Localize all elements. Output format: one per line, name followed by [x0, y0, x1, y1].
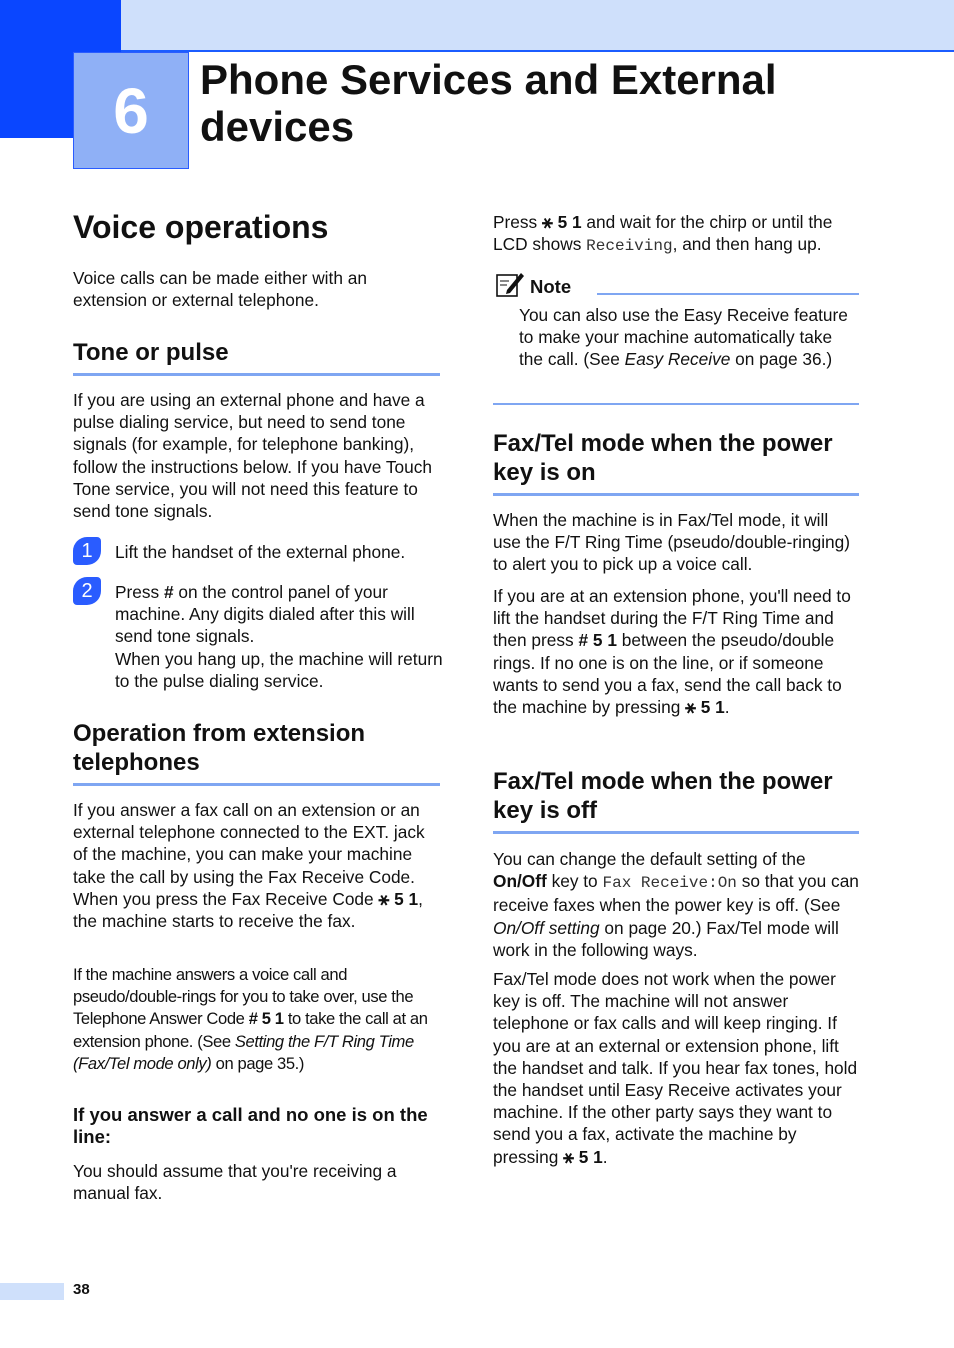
hash-key: #	[163, 582, 174, 602]
extension-text-pre: If you answer a fax call on an extension or an external telephone connected to the EXT. jack of the machine, you can make your machine take the call by using the Fax Receive Code. When you press the Fax Receive Code	[73, 800, 425, 909]
power-off-2-pre: Fax/Tel mode does not work when the power key is off. The machine will not answer telephone or fax calls and will keep ringing. If you are at an external or extension phone, lift the handset and talk. If you hear fax tones, hold the handset until Easy Receive activates your machine. If the other party says they want to send you a fax, activate the machine by pressing	[493, 969, 858, 1167]
fax-receive-code-2: 5 1	[695, 697, 725, 718]
note-divider	[597, 293, 859, 295]
step-2-extra: When you hang up, the machine will return to the pulse dialing service.	[115, 648, 443, 691]
power-off-mid: key to	[546, 871, 603, 892]
voice-operations-heading: Voice operations	[73, 209, 329, 245]
chapter-number: 6	[113, 74, 149, 147]
note-label: Note	[530, 276, 572, 297]
no-one-heading: If you answer a call and no one is on the line:	[73, 1104, 428, 1147]
press-code-text	[493, 211, 859, 257]
telephone-answer-code: # 5 1	[248, 1009, 284, 1029]
answer-mid: to take the call at an extension phone. (See	[73, 1009, 428, 1051]
note-pencil-icon	[495, 270, 525, 298]
note-pre: You can also use the Easy Receive feature to make your machine automatically take the call. (See	[519, 305, 848, 370]
answer-reference: Setting the F/T Ring Time (Fax/Tel mode only)	[73, 1031, 414, 1073]
note-post: on page 36.)	[730, 349, 833, 370]
step-2-number: 2	[73, 577, 101, 605]
power-key-off-heading: Fax/Tel mode when the power key is off	[493, 767, 859, 834]
answer-code: # 5 1	[578, 630, 617, 651]
on-off-setting-reference: On/Off setting	[493, 917, 600, 938]
step-1-number: 1	[73, 537, 101, 565]
answer-pre: If the machine answers a voice call and pseudo/double-rings for you to take over, use the Telephone Answer Code	[73, 965, 414, 1029]
power-off-2-post: .	[602, 1146, 608, 1167]
star-key-icon: ⚹	[541, 212, 553, 232]
power-on-text-2	[493, 585, 859, 718]
press-code: 5 1	[552, 212, 582, 232]
chapter-title: Phone Services and External devices	[200, 56, 777, 150]
page-number: 38	[73, 1281, 90, 1298]
star-key-icon: ⚹	[563, 1146, 574, 1167]
power-on-pre: If you are at an extension phone, you'll need to lift the handset during the F/T Ring Time and then press	[493, 586, 851, 651]
voice-intro-text: Voice calls can be made either with an extension or external telephone.	[73, 268, 367, 311]
note-reference: Easy Receive	[624, 349, 731, 370]
page-number-tab	[0, 1283, 64, 1300]
power-on-post: .	[724, 697, 730, 718]
star-key-icon: ⚹	[378, 888, 390, 909]
power-key-on-heading: Fax/Tel mode when the power key is on	[493, 429, 859, 496]
note-body	[519, 304, 859, 371]
power-on-mid: between the pseudo/double rings. If no one is on the line, or if someone wants to send you a fax, send the call back to the machine by pressing	[493, 630, 842, 718]
press-post: , and then hang up.	[672, 234, 822, 255]
answer-post: on page 35.)	[211, 1053, 305, 1073]
note-header	[493, 270, 859, 300]
press-mid: and wait for the chirp or until the LCD shows	[493, 212, 833, 255]
lcd-fax-receive-on: Fax Receive:On	[602, 874, 737, 893]
chapter-number-box	[73, 52, 189, 169]
step-1-text: Lift the handset of the external phone.	[115, 542, 406, 562]
header-band	[0, 0, 954, 52]
tone-or-pulse-heading: Tone or pulse	[73, 338, 440, 376]
power-off-text-2	[493, 968, 859, 1168]
power-off-text-1	[493, 848, 859, 961]
step-2-pre: Press	[115, 582, 164, 602]
tone-text: If you are using an external phone and have a pulse dialing service, but need to send tone signals (for example, for telephone banking), follow the instructions below. If you have Touch Tone service, you will not need this feature to send tone signals.	[73, 390, 432, 522]
step-2-text	[115, 581, 445, 692]
power-on-text-1: When the machine is in Fax/Tel mode, it will use the F/T Ring Time (pseudo/double-ringing) to alert you to pick up a voice call.	[493, 510, 851, 575]
fax-receive-code-3: 5 1	[573, 1146, 603, 1167]
power-off-mid2: so that you can receive faxes when the power key is off. (See	[493, 871, 859, 916]
power-off-post: on page 20.) Fax/Tel mode will work in the following ways.	[493, 917, 839, 960]
note-bottom-rule	[493, 403, 859, 405]
power-off-pre: You can change the default setting of the	[493, 849, 806, 869]
extension-text-post: , the machine starts to receive the fax.	[73, 888, 423, 932]
extension-telephones-heading: Operation from extension telephones	[73, 719, 440, 786]
press-pre: Press	[493, 212, 542, 232]
extension-text	[73, 799, 440, 932]
step-2-post: on the control panel of your machine. Any digits dialed after this will send tone signals.	[115, 582, 415, 647]
lcd-receiving: Receiving	[586, 237, 673, 256]
star-key-icon: ⚹	[685, 697, 696, 718]
answer-code-text	[73, 964, 440, 1075]
on-off-key: On/Off	[493, 871, 547, 892]
no-one-text: You should assume that you're receiving a manual fax.	[73, 1161, 397, 1204]
fax-receive-code: 5 1	[389, 888, 419, 909]
